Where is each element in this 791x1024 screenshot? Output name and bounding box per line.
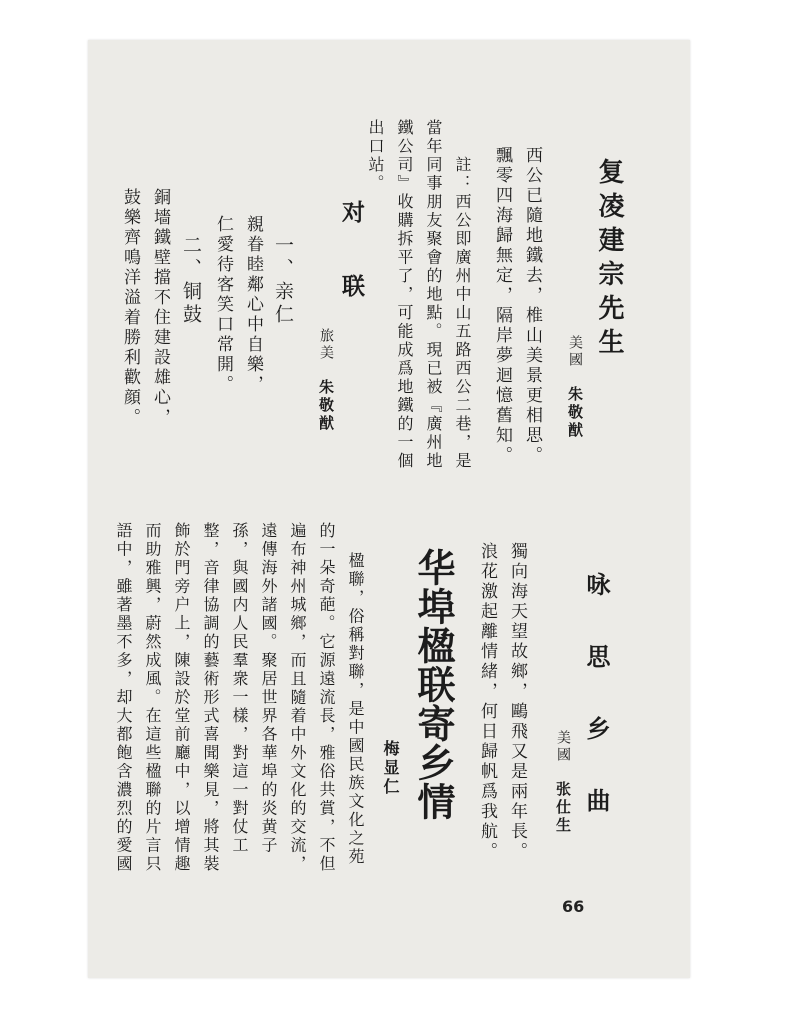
- poem1-line-1: 西公已隨地鐵去，椎山美景更相思。: [522, 146, 542, 466]
- poem2-section2-title: 二、铜鼓: [180, 235, 202, 327]
- poem3-title: 咏 思 乡 曲: [582, 572, 611, 824]
- article-title: 华埠楹联寄乡情: [411, 548, 456, 821]
- poem3-line-1: 獨向海天望故鄉，鷗飛又是兩年長。: [507, 542, 527, 862]
- poem2-author-prefix: 旅美: [318, 328, 334, 362]
- article-line-1: 楹聯，俗稱對聯，是中國民族文化之苑: [346, 552, 365, 867]
- poem2-section1-title: 一、亲仁: [272, 235, 294, 327]
- article-line-5: 孫，與國内人民羣衆一樣，對這一對仗工: [230, 522, 249, 855]
- poem2-title: 对 联: [338, 200, 365, 311]
- poem2-section1-line1: 親眷睦鄰心中自樂，: [243, 215, 263, 395]
- article-author: 梅显仁: [381, 740, 400, 797]
- poem1-line-2: 飄零四海歸無定，隔岸夢迴憶舊知。: [492, 146, 512, 466]
- poem1-note-2: 當年同事朋友聚會的地點。現已被『廣州地: [424, 119, 443, 471]
- article-line-9: 語中，雖著墨不多，却大都飽含濃烈的愛國: [114, 522, 133, 874]
- poem1-author-name: 朱敬猷: [566, 386, 584, 440]
- poem2-section1-line2: 仁愛待客笑口常開。: [213, 215, 233, 395]
- poem3-line-2: 浪花激起離情緒，何日歸帆爲我航。: [477, 542, 497, 862]
- article-line-6: 整，音律協調的藝術形式喜聞樂見，將其裝: [201, 522, 220, 874]
- poem2-author-name: 朱敬猷: [317, 379, 335, 433]
- article-line-2: 的一朵奇葩。它源遠流長，雅俗共賞，不但: [317, 522, 336, 874]
- bleed-through-text: [664, 90, 690, 510]
- poem2-author: [318, 328, 333, 433]
- page-number: 66: [562, 897, 585, 916]
- poem1-note-4: 出口站。: [366, 119, 385, 193]
- article-line-4: 遠傳海外諸國。聚居世界各華埠的炎黄子: [259, 522, 278, 855]
- article-line-7: 飾於門旁户上，陳設於堂前廳中，以增情趣: [172, 522, 191, 874]
- poem3-author-name: 张仕生: [554, 781, 572, 835]
- page-sheet: [88, 40, 690, 978]
- poem3-author: [555, 730, 570, 835]
- article-line-3: 遍布神州城鄉，而且隨着中外文化的交流，: [288, 522, 307, 874]
- poem2-section2-line1: 銅墻鐵壁擋不住建設雄心，: [150, 188, 170, 428]
- poem2-section2-line2: 鼓樂齊鳴洋溢着勝利歡顔。: [120, 188, 140, 428]
- article-line-8: 而助雅興，蔚然成風。在這些楹聯的片言只: [143, 522, 162, 874]
- poem1-author: [567, 335, 582, 440]
- poem1-note-3: 鐵公司』收購拆平了，可能成爲地鐵的一個: [395, 119, 414, 471]
- poem1-note-1: 註：西公即廣州中山五路西公二巷，是: [453, 156, 472, 471]
- poem3-author-prefix: 美國: [555, 730, 571, 764]
- poem1-title: 复凌建宗先生: [594, 158, 624, 362]
- poem1-author-prefix: 美國: [567, 335, 583, 369]
